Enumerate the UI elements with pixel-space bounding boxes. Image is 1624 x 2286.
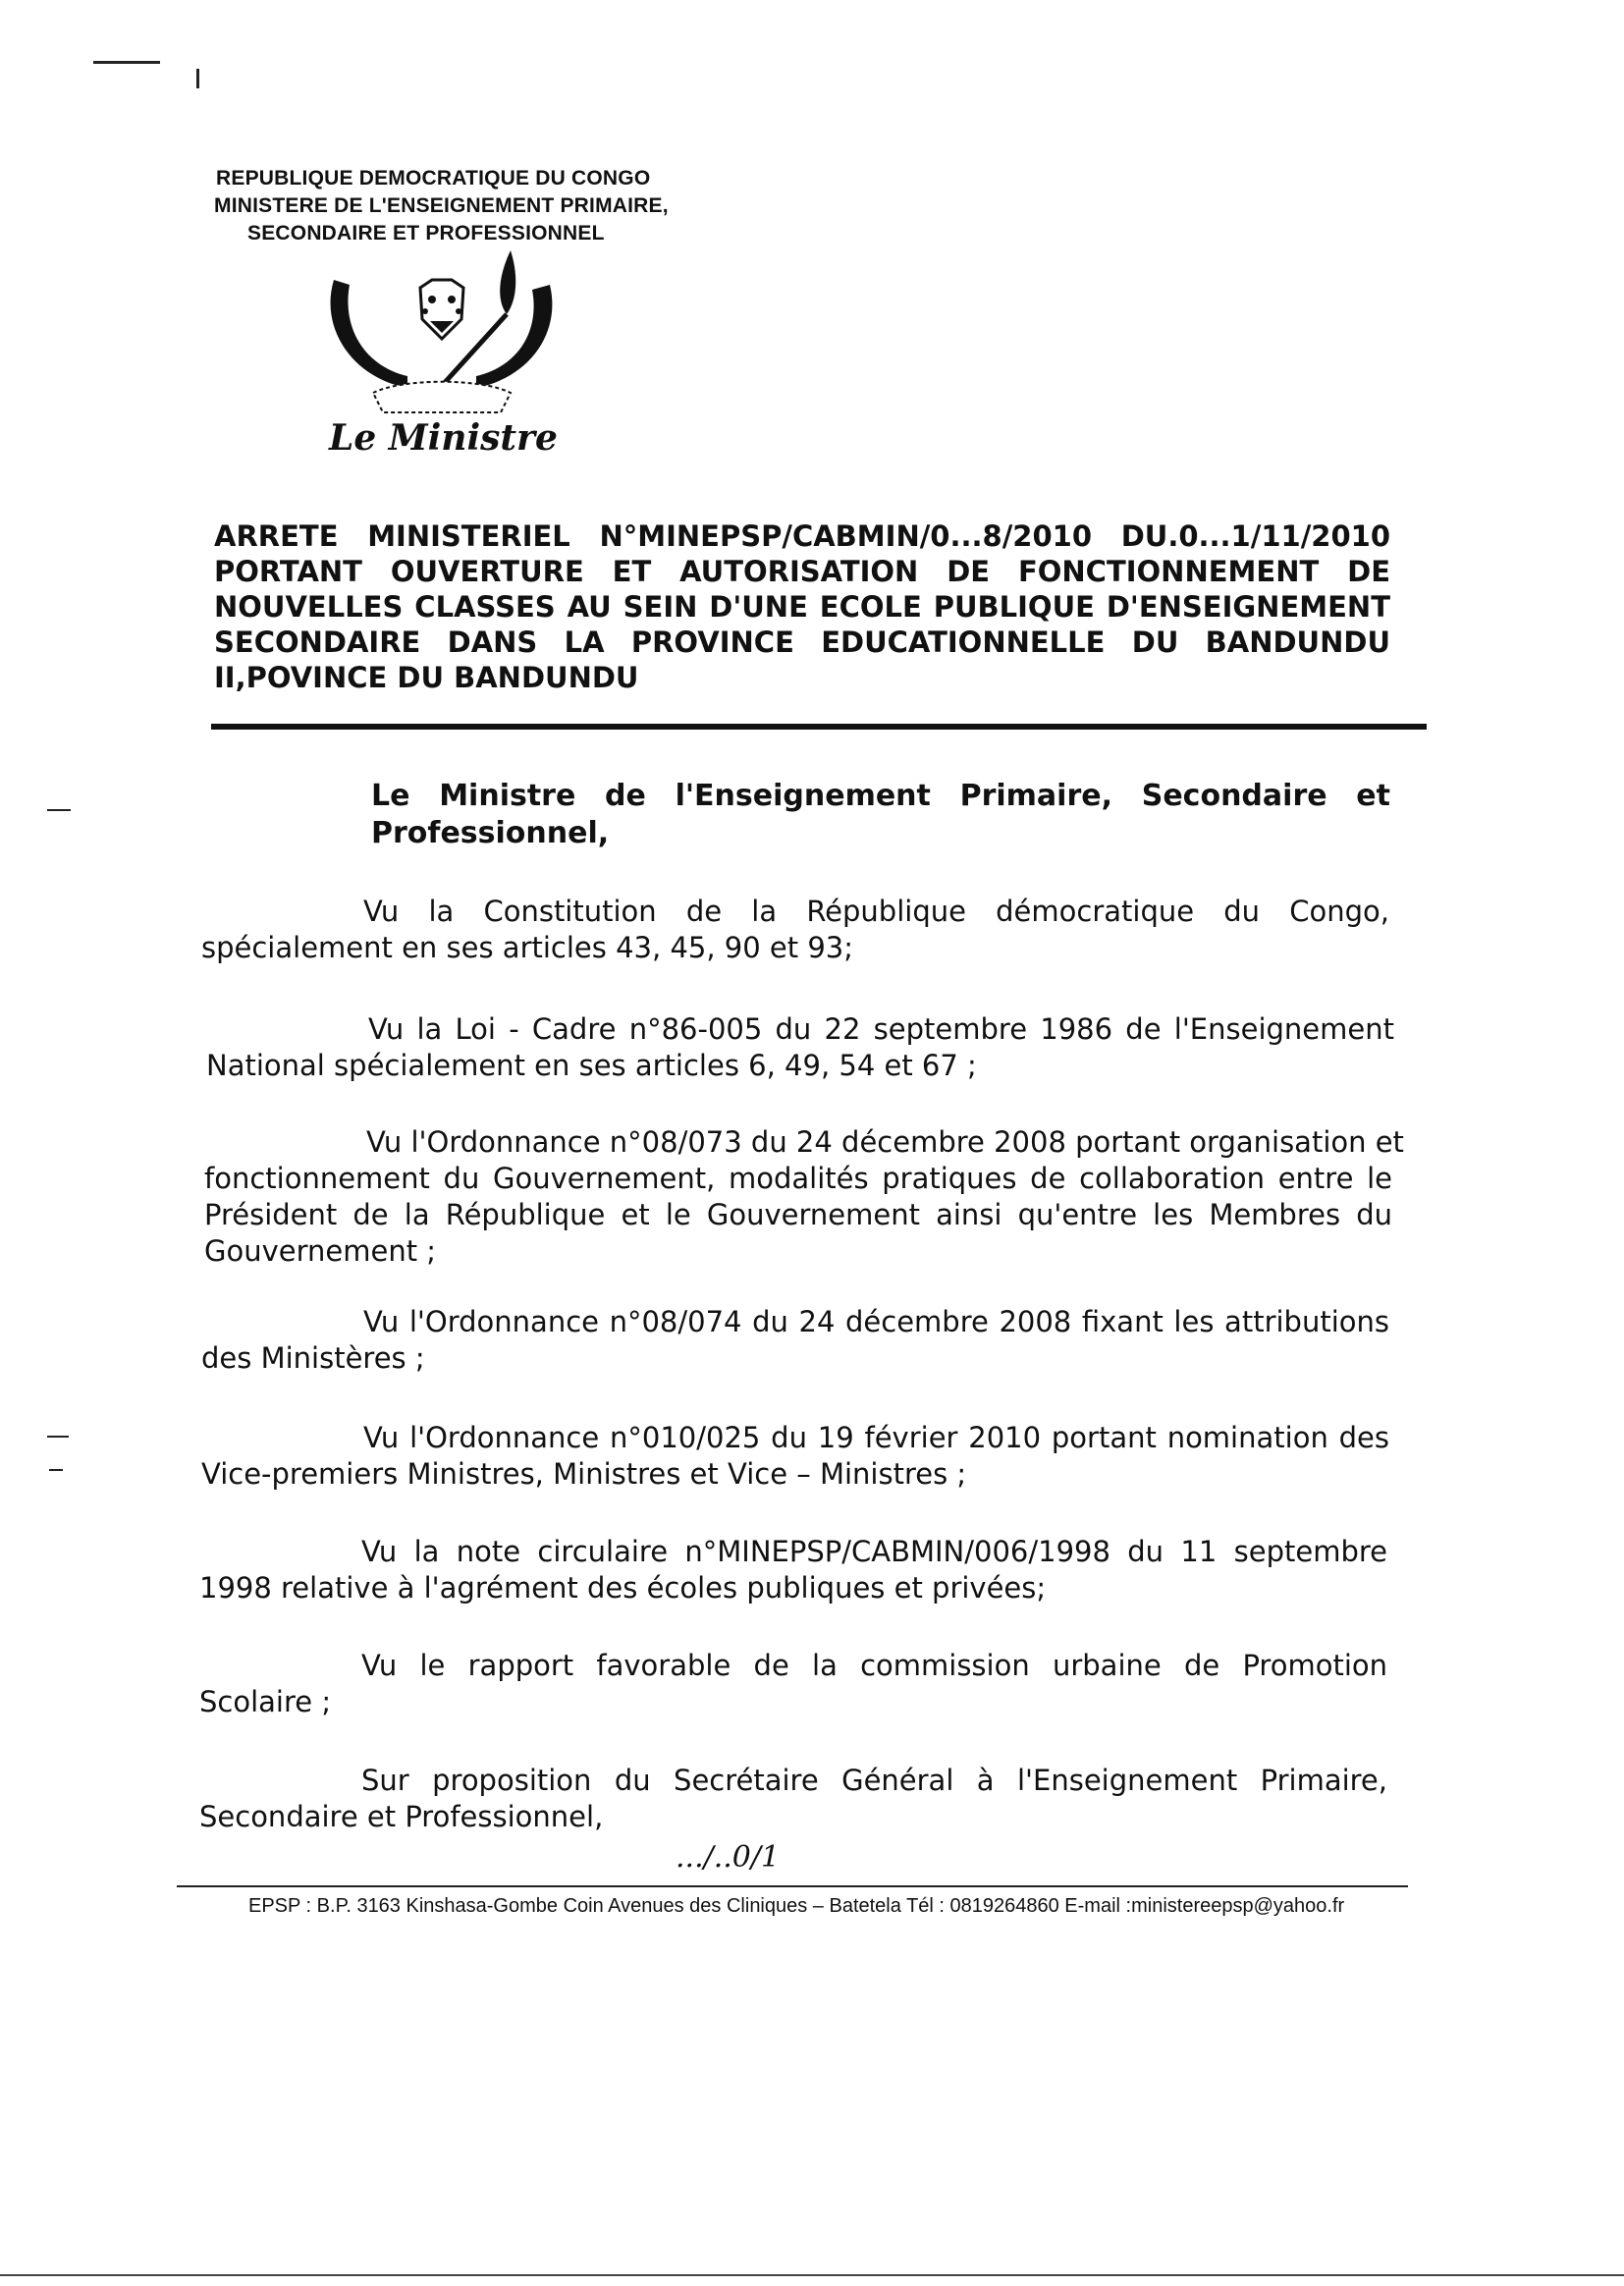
page-bottom-edge <box>0 2274 1624 2276</box>
preamble-line: Professionnel, <box>371 816 610 850</box>
paragraph-loi-cadre <box>206 1011 1394 1084</box>
header-country: REPUBLIQUE DEMOCRATIQUE DU CONGO <box>216 167 651 190</box>
paragraph-line: Secondaire et Professionnel, <box>199 1800 604 1833</box>
title-line: ARRETE MINISTERIEL N°MINEPSP/CABMIN/0...8/2010 DU.0...1/11/2010 <box>214 519 1390 553</box>
paragraph-line: Vu la note circulaire n°MINEPSP/CABMIN/006/1998 du 11 septembre <box>361 1535 1387 1568</box>
paragraph-line: spécialement en ses articles 43, 45, 90 et 93; <box>201 931 853 964</box>
footer-address: EPSP : B.P. 3163 Kinshasa-Gombe Coin Avenues des Cliniques – Batetela Tél : 0819264860 E-mail :ministereepsp@yahoo.fr <box>248 1895 1345 1917</box>
paragraph-line: Vu la Loi - Cadre n°86-005 du 22 septembre 1986 de l'Enseignement <box>368 1012 1394 1046</box>
paragraph-line: fonctionnement du Gouvernement, modalités pratiques de collaboration entre le <box>204 1162 1392 1195</box>
paragraph-note-circulaire <box>199 1534 1387 1606</box>
paragraph-line: Gouvernement ; <box>204 1234 437 1268</box>
page-continuation: .../..0/1 <box>676 1840 781 1875</box>
paragraph-constitution <box>201 894 1389 966</box>
paragraph-rapport <box>199 1648 1387 1720</box>
footer-divider <box>177 1885 1408 1887</box>
scan-mark <box>196 69 199 88</box>
paragraph-line: Vice-premiers Ministres, Ministres et Vice – Ministres ; <box>201 1457 967 1491</box>
coat-of-arms-emblem <box>314 241 569 422</box>
minister-signature-heading: Le Ministre <box>329 417 558 459</box>
title-line: PORTANT OUVERTURE ET AUTORISATION DE FONCTIONNEMENT DE <box>214 555 1390 588</box>
paragraph-line: Vu l'Ordonnance n°08/074 du 24 décembre 2008 fixant les attributions <box>363 1305 1389 1338</box>
header-ministry-cont: SECONDAIRE ET PROFESSIONNEL <box>247 222 605 245</box>
paragraph-line: Président de la République et le Gouvernement ainsi qu'entre les Membres du <box>204 1198 1392 1231</box>
title-divider <box>211 724 1427 730</box>
scan-mark <box>47 1436 69 1438</box>
header-ministry: MINISTERE DE L'ENSEIGNEMENT PRIMAIRE, <box>214 194 669 217</box>
paragraph-line: Vu l'Ordonnance n°08/073 du 24 décembre 2008 portant organisation et <box>366 1125 1404 1159</box>
paragraph-line: Sur proposition du Secrétaire Général à l'Enseignement Primaire, <box>361 1764 1387 1797</box>
paragraph-proposition <box>199 1763 1387 1835</box>
paragraph-line: National spécialement en ses articles 6, 49, 54 et 67 ; <box>206 1049 977 1082</box>
paragraph-ordonnance-074 <box>201 1304 1389 1377</box>
decree-title <box>214 518 1390 695</box>
preamble-line: Le Ministre de l'Enseignement Primaire, Secondaire et <box>371 779 1390 813</box>
paragraph-ordonnance-025 <box>201 1420 1389 1493</box>
paragraph-line: des Ministères ; <box>201 1341 425 1375</box>
title-line: NOUVELLES CLASSES AU SEIN D'UNE ECOLE PUBLIQUE D'ENSEIGNEMENT <box>214 590 1390 624</box>
scan-mark <box>93 61 160 64</box>
paragraph-ordonnance-073 <box>204 1124 1404 1270</box>
title-line: SECONDAIRE DANS LA PROVINCE EDUCATIONNELLE DU BANDUNDU <box>214 626 1390 659</box>
paragraph-line: Vu la Constitution de la République démocratique du Congo, <box>363 895 1389 928</box>
paragraph-line: Vu l'Ordonnance n°010/025 du 19 février 2010 portant nomination des <box>363 1421 1389 1454</box>
paragraph-line: Scolaire ; <box>199 1685 332 1718</box>
title-line: II,POVINCE DU BANDUNDU <box>214 661 639 694</box>
paragraph-line: Vu le rapport favorable de la commission urbaine de Promotion <box>361 1649 1387 1682</box>
paragraph-line: 1998 relative à l'agrément des écoles publiques et privées; <box>199 1571 1047 1605</box>
preamble <box>371 778 1390 852</box>
scan-mark <box>47 809 71 811</box>
scan-mark <box>49 1469 63 1471</box>
